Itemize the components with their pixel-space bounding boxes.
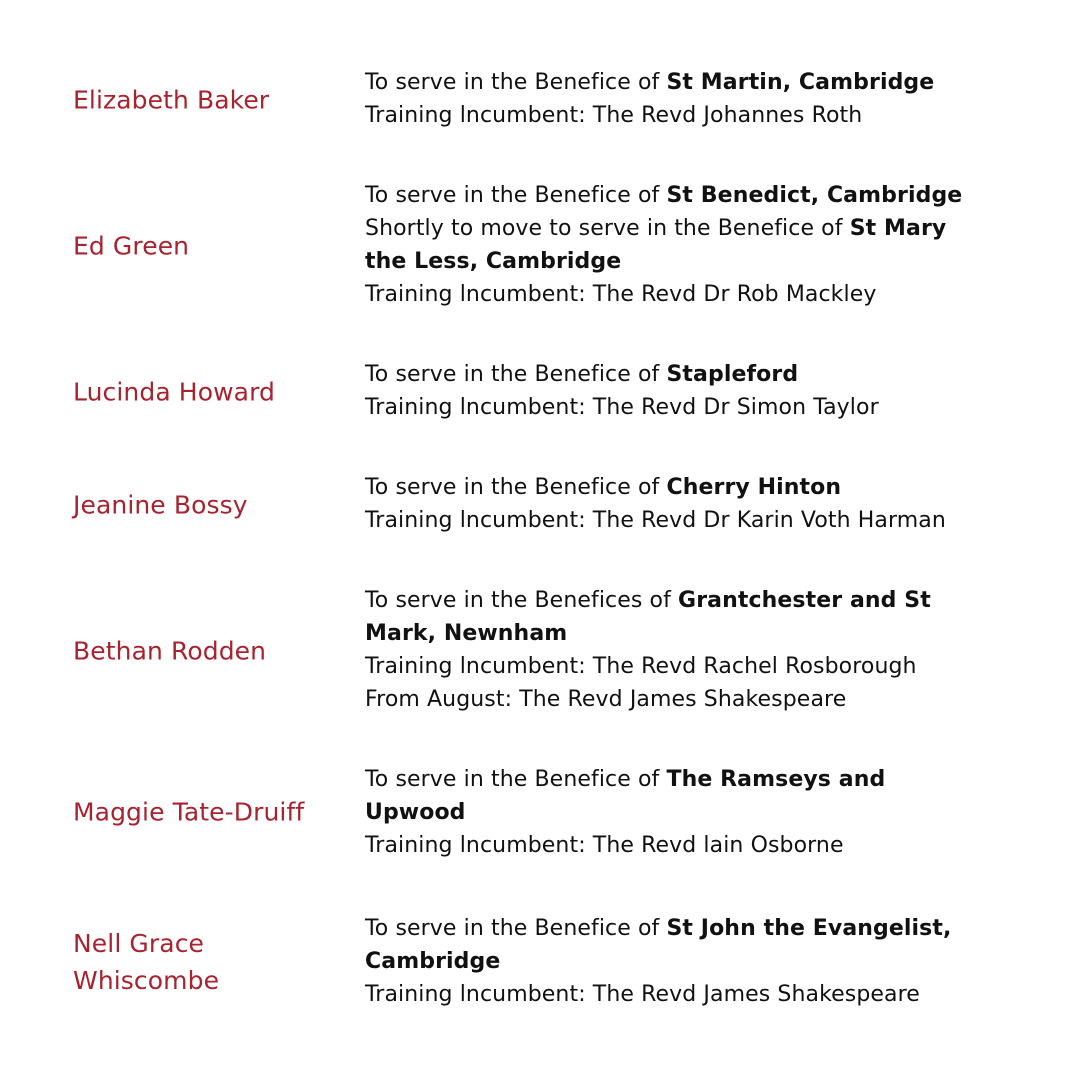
- placement-details: [365, 763, 985, 862]
- ordinand-name-line-1: Nell Grace: [73, 929, 205, 958]
- ordinand-name-line-2: Whiscombe: [73, 966, 220, 995]
- serve-prefix: To serve in the Benefices of: [365, 588, 679, 613]
- benefice-name: St Martin, Cambridge: [666, 70, 935, 95]
- serve-line: [365, 912, 985, 945]
- serve-line: [365, 358, 985, 391]
- benefice-name-part-1: St John the Evangelist,: [666, 916, 952, 941]
- training-incumbent: Training lncumbent: The Revd Dr Karin Voth Harman: [365, 508, 946, 533]
- benefice-name-part-1: The Ramseys and: [666, 767, 886, 792]
- serve-line: [365, 471, 985, 504]
- placement-details: [365, 179, 985, 311]
- training-incumbent: Training lncumbent: The Revd Dr Rob Mackley: [365, 282, 877, 307]
- benefice-name: Stapleford: [666, 362, 799, 387]
- ordinand-name: [73, 925, 343, 999]
- benefice-name-part-2: Upwood: [365, 800, 466, 825]
- incumbent-change: From August: The Revd James Shakespeare: [365, 687, 847, 712]
- placement-details: [365, 66, 985, 132]
- benefice-name-part-1: Grantchester and St: [678, 588, 931, 613]
- ordinand-name: Elizabeth Baker: [73, 85, 270, 115]
- serve-line: [365, 66, 985, 99]
- serve-prefix: To serve in the Benefice of: [365, 767, 667, 792]
- placement-details: [365, 471, 985, 537]
- placement-details: [365, 584, 985, 716]
- serve-prefix: To serve in the Benefice of: [365, 70, 667, 95]
- training-incumbent: Training lncumbent: The Revd lain Osborne: [365, 833, 844, 858]
- training-incumbent: Training lncumbent: The Revd Rachel Rosborough: [365, 654, 917, 679]
- serve-prefix: To serve in the Benefice of: [365, 916, 667, 941]
- move-line: [365, 212, 985, 245]
- training-incumbent: Training lncumbent: The Revd James Shakespeare: [365, 982, 920, 1007]
- ordinand-name: Bethan Rodden: [73, 636, 267, 666]
- ordinand-name: Ed Green: [73, 231, 190, 261]
- ordinand-name: Maggie Tate-Druiff: [73, 797, 305, 827]
- future-benefice-name-part-2: the Less, Cambridge: [365, 249, 622, 274]
- serve-prefix: To serve in the Benefice of: [365, 475, 667, 500]
- benefice-name: Cherry Hinton: [666, 475, 842, 500]
- ordinand-name: Jeanine Bossy: [73, 490, 248, 520]
- move-prefix: Shortly to move to serve in the Benefice of: [365, 216, 850, 241]
- serve-prefix: To serve in the Benefice of: [365, 183, 667, 208]
- future-benefice-name-part-1: St Mary: [849, 216, 947, 241]
- training-incumbent: Training lncumbent: The Revd Johannes Roth: [365, 103, 863, 128]
- benefice-name-part-2: Cambridge: [365, 949, 501, 974]
- placement-details: [365, 358, 985, 424]
- serve-line: [365, 584, 985, 617]
- serve-prefix: To serve in the Benefice of: [365, 362, 667, 387]
- placement-details: [365, 912, 985, 1011]
- ordinand-name: Lucinda Howard: [73, 377, 275, 407]
- benefice-name-part-2: Mark, Newnham: [365, 621, 568, 646]
- serve-line: [365, 763, 985, 796]
- training-incumbent: Training lncumbent: The Revd Dr Simon Taylor: [365, 395, 879, 420]
- benefice-name: St Benedict, Cambridge: [666, 183, 963, 208]
- serve-line: [365, 179, 985, 212]
